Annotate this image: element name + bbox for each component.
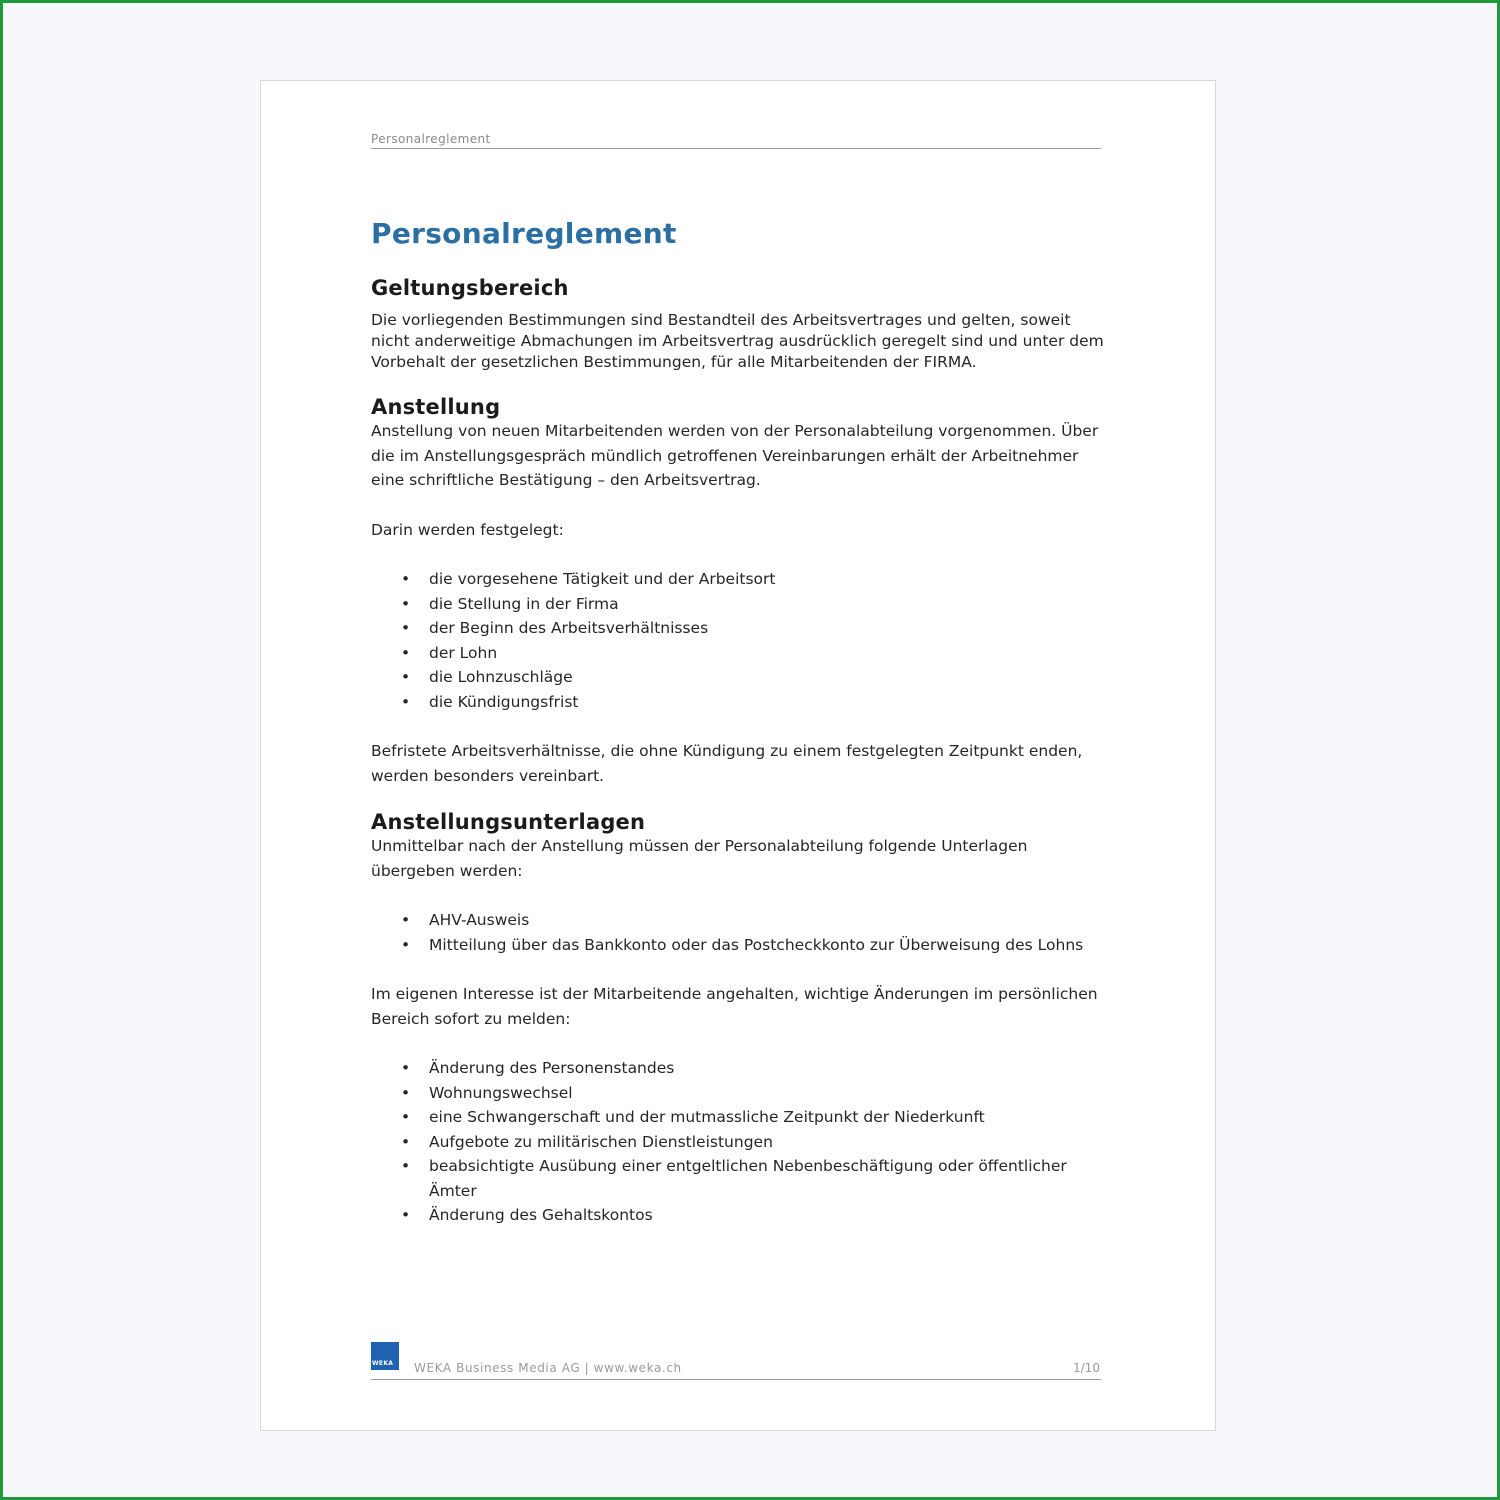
list-item: • der Beginn des Arbeitsverhältnisses <box>429 616 1106 641</box>
spacer <box>371 714 1106 739</box>
page-number: 1/10 <box>1073 1361 1100 1375</box>
list-item: • die vorgesehene Tätigkeit und der Arbeitsort <box>429 567 1106 592</box>
list-item: • AHV-Ausweis <box>429 908 1106 933</box>
spacer <box>371 1031 1106 1056</box>
list-item: • Wohnungswechsel <box>429 1081 1106 1106</box>
paragraph-unterlagen: Unmittelbar nach der Anstellung müssen der Personalabteilung folgende Unterlagen übergeben werden: <box>371 837 1028 880</box>
list-item: • eine Schwangerschaft und der mutmassliche Zeitpunkt der Niederkunft <box>429 1105 1106 1130</box>
logo-text: WEKA <box>372 1360 394 1367</box>
paragraph-eigenes-interesse: Im eigenen Interesse ist der Mitarbeitende angehalten, wichtige Änderungen im persönlichen Bereich sofort zu melden: <box>371 985 1098 1028</box>
list-aenderungen <box>371 1056 1106 1228</box>
footer-divider <box>371 1379 1101 1380</box>
document-page <box>260 80 1216 1431</box>
document-title: Personalreglement <box>371 217 677 250</box>
footer-company: WEKA Business Media AG | www.weka.ch <box>414 1361 682 1375</box>
spacer <box>371 957 1106 982</box>
running-header: Personalreglement <box>371 132 491 146</box>
document-body <box>371 217 1106 1228</box>
list-unterlagen <box>371 908 1106 957</box>
list-item: • Änderung des Personenstandes <box>429 1056 1106 1081</box>
spacer <box>371 883 1106 908</box>
paragraph-darin: Darin werden festgelegt: <box>371 520 564 539</box>
list-item: • die Lohnzuschläge <box>429 665 1106 690</box>
list-item: • Aufgebote zu militärischen Dienstleistungen <box>429 1130 1106 1155</box>
section-heading-anstellungsunterlagen: Anstellungsunterlagen <box>371 810 646 834</box>
list-item: • Mitteilung über das Bankkonto oder das Postcheckkonto zur Überweisung des Lohns <box>429 933 1106 958</box>
list-item: • beabsichtigte Ausübung einer entgeltlichen Nebenbeschäftigung oder öffentlicher Ämter <box>429 1154 1106 1203</box>
spacer <box>371 493 1106 518</box>
list-anstellung <box>371 567 1106 714</box>
section-heading-geltungsbereich: Geltungsbereich <box>371 276 569 300</box>
list-item: • Änderung des Gehaltskontos <box>429 1203 1106 1228</box>
paragraph-anstellung: Anstellung von neuen Mitarbeitenden werden von der Personalabteilung vorgenommen. Über die im Anstellungsgespräch mündlich getroffenen Vereinbarungen erhält der Arbeitnehmer eine schriftliche Bestätigung – den Arbeitsvertrag. <box>371 422 1099 489</box>
list-item: • der Lohn <box>429 641 1106 666</box>
list-item: • die Kündigungsfrist <box>429 690 1106 715</box>
paragraph-geltungsbereich: Die vorliegenden Bestimmungen sind Bestandteil des Arbeitsvertrages und gelten, soweit nicht anderweitige Abmachungen im Arbeitsvertrag ausdrücklich geregelt sind und unter dem Vorbehalt der gesetzlichen Bestimmungen, für alle Mitarbeitenden der FIRMA. <box>371 311 1104 371</box>
spacer <box>371 542 1106 567</box>
paragraph-befristete: Befristete Arbeitsverhältnisse, die ohne Kündigung zu einem festgelegten Zeitpunkt enden, werden besonders vereinbart. <box>371 742 1083 785</box>
list-item: • die Stellung in der Firma <box>429 592 1106 617</box>
header-divider <box>371 148 1101 149</box>
section-heading-anstellung: Anstellung <box>371 395 501 419</box>
weka-logo <box>371 1342 399 1370</box>
